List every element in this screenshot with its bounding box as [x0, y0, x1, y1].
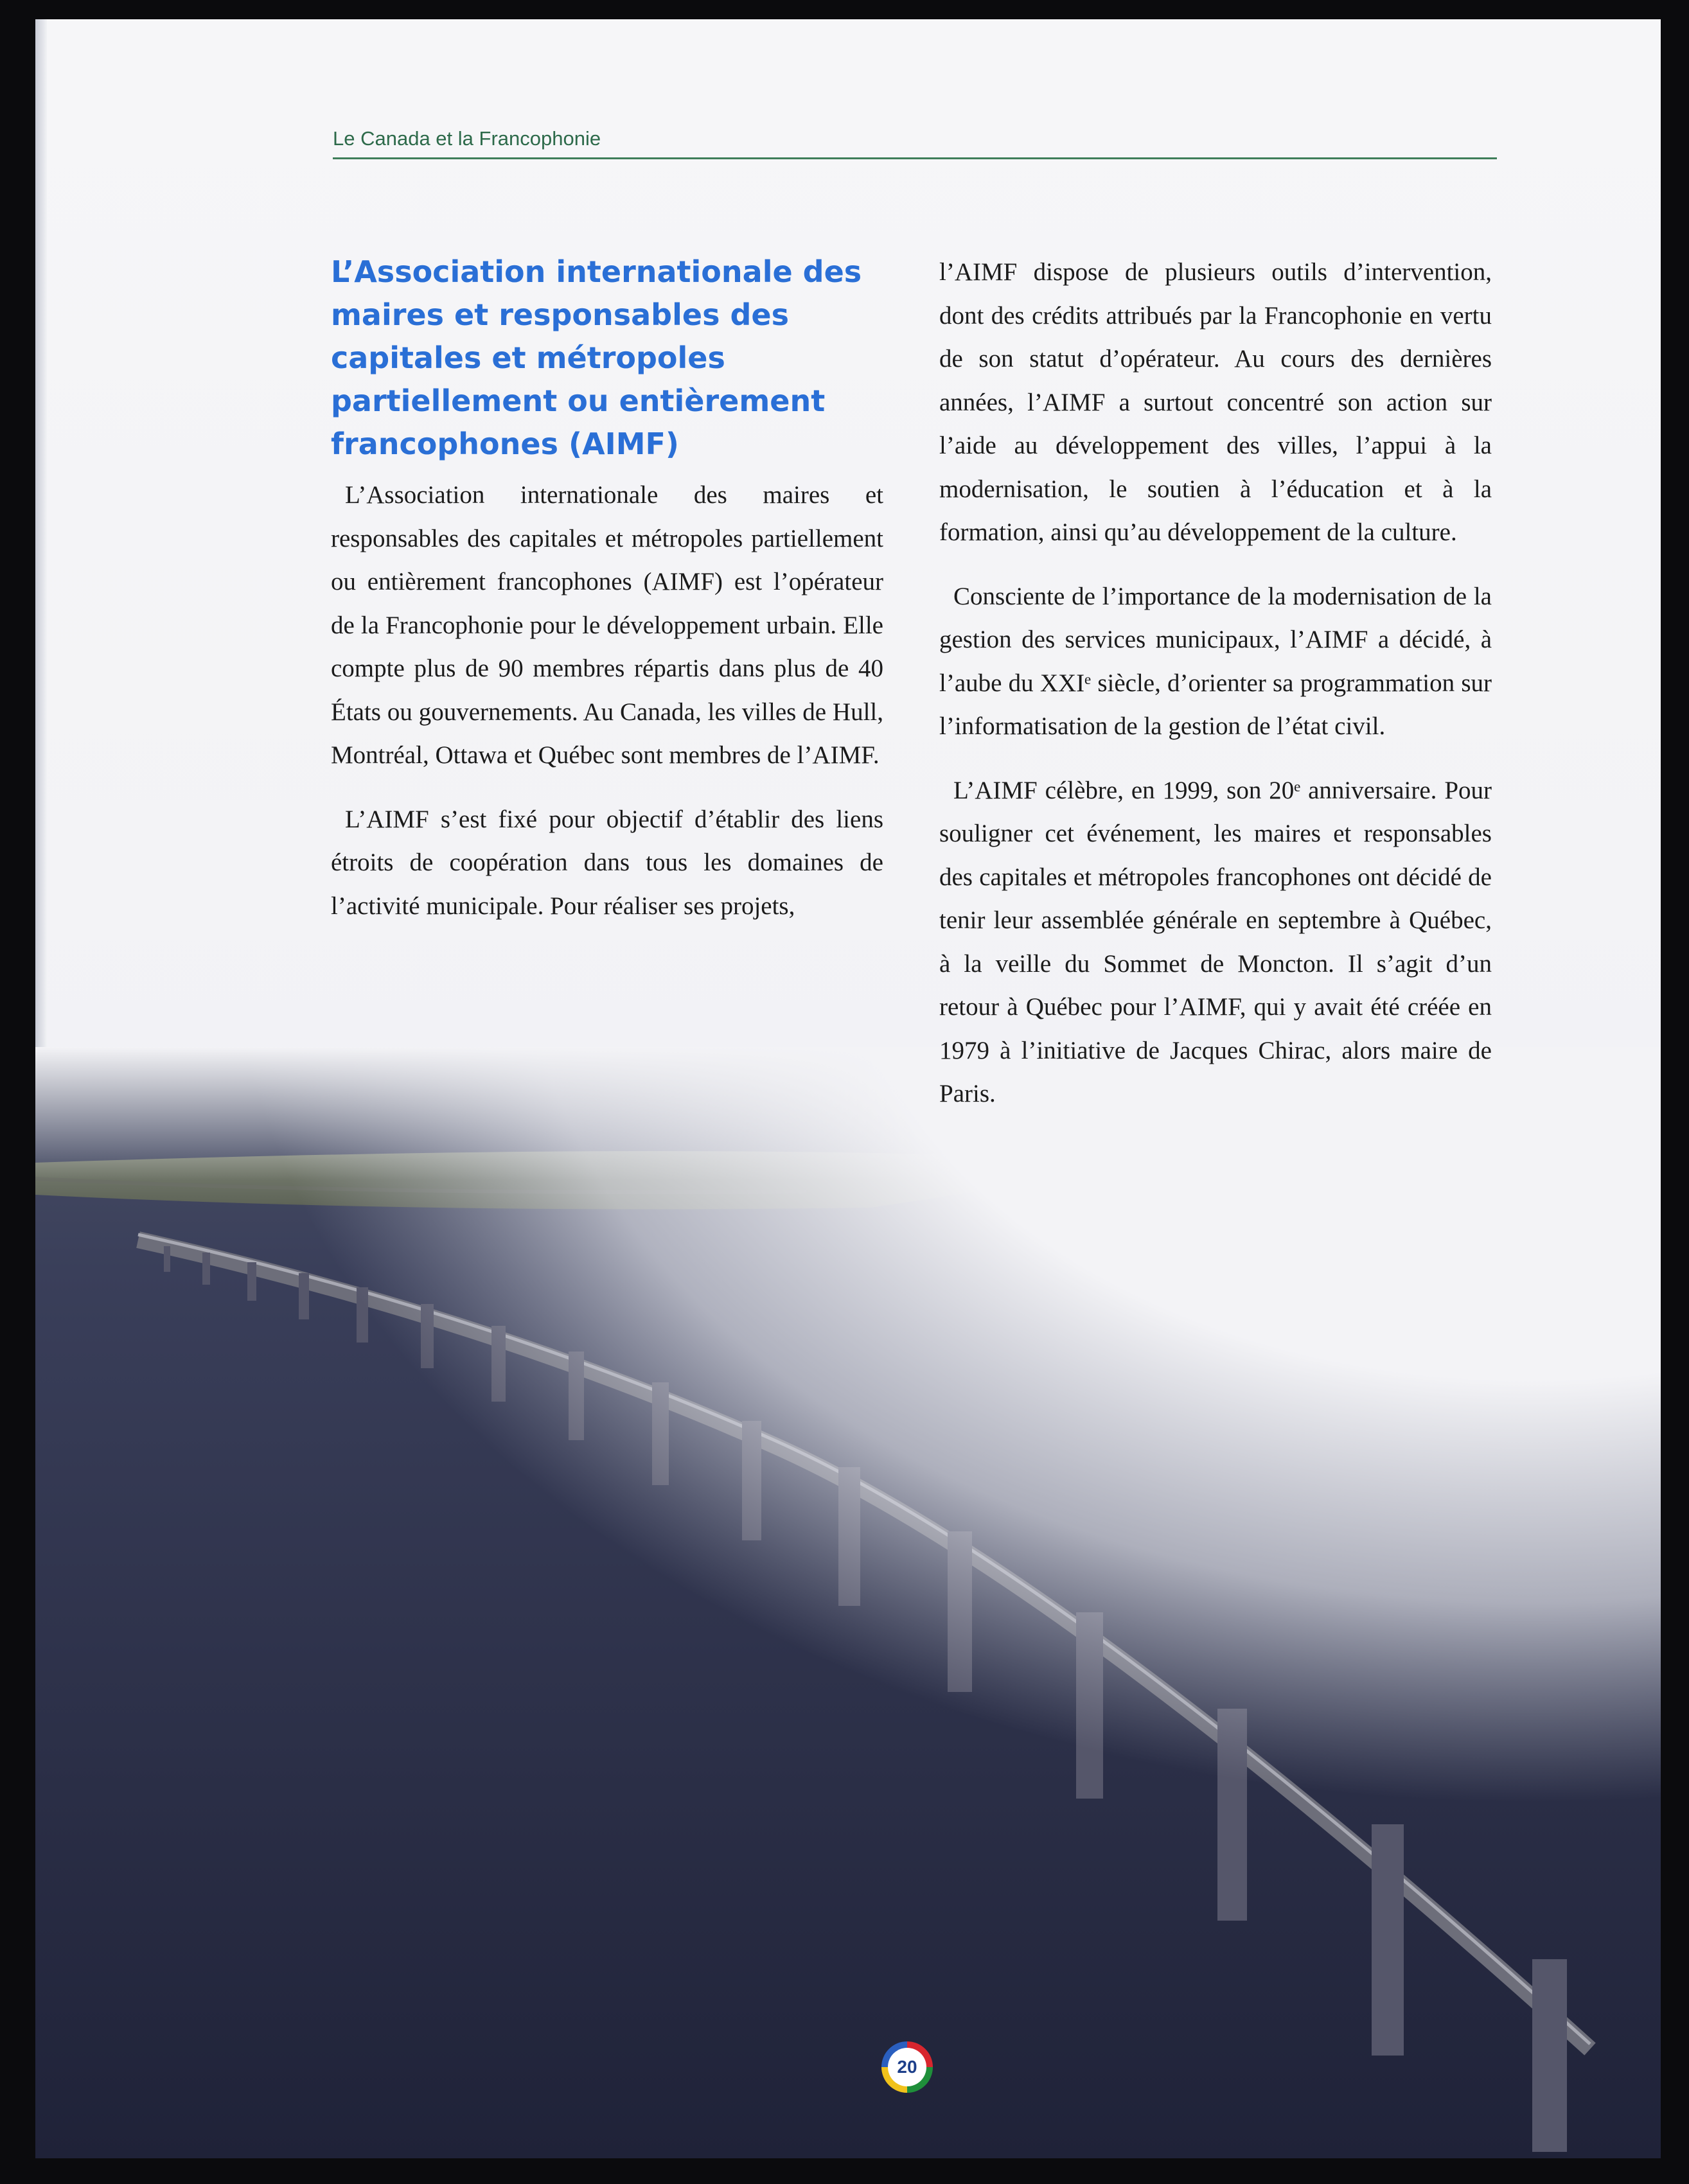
header-rule: [333, 157, 1497, 159]
paragraph: L’AIMF s’est fixé pour objectif d’établir des liens étroits de coopération dans tous les domaines de l’activité municipale. Pour réaliser ses projets,: [331, 805, 883, 920]
bridge-photo: [35, 1047, 1661, 2158]
document-page: [35, 19, 1661, 2158]
bridge-illustration: [35, 1047, 1661, 2158]
article-heading: L’Association internationale des maires et responsables des capitales et métropoles partiellement ou entièrement francophones (AIMF): [331, 254, 862, 461]
left-column: [331, 251, 883, 948]
running-header: Le Canada et la Francophonie: [333, 127, 601, 150]
right-column: [939, 251, 1492, 1136]
page-number: 20: [888, 2048, 926, 2086]
paragraph: L’Association internationale des maires et responsables des capitales et métropoles partiellement ou entièrement francophones (AIMF) est l’opérateur de la Francophonie pour le développement urbain. Elle compte plus de 90 membres répartis dans plus de 40 États ou gouvernements. Au Canada, les villes de Hull, Montréal, Ottawa et Québec sont membres de l’AIMF.: [331, 481, 883, 769]
paragraph: l’AIMF dispose de plusieurs outils d’intervention, dont des crédits attribués par la Francophonie en vertu de son statut d’opérateur. Au cours des dernières années, l’AIMF a surtout concentré son action sur l’aide au développement des villes, l’appui à la modernisation, le soutien à l’éducation et à la formation, ainsi qu’au développement de la culture.: [939, 258, 1492, 546]
paragraph: L’AIMF célèbre, en 1999, son 20ᵉ anniversaire. Pour souligner cet événement, les maires et responsables des capitales et métropoles francophones ont décidé de tenir leur assemblée générale en septembre à Québec, à la veille du Sommet de Moncton. Il s’agit d’un retour à Québec pour l’AIMF, qui y avait été créée en 1979 à l’initiative de Jacques Chirac, alors maire de Paris.: [939, 776, 1492, 1107]
page-number-badge: [881, 2041, 933, 2093]
paragraph: Consciente de l’importance de la modernisation de la gestion des services municipaux, l’AIMF a décidé, à l’aube du XXIᵉ siècle, d’orienter sa programmation sur l’informatisation de la gestion de l’état civil.: [939, 582, 1492, 740]
